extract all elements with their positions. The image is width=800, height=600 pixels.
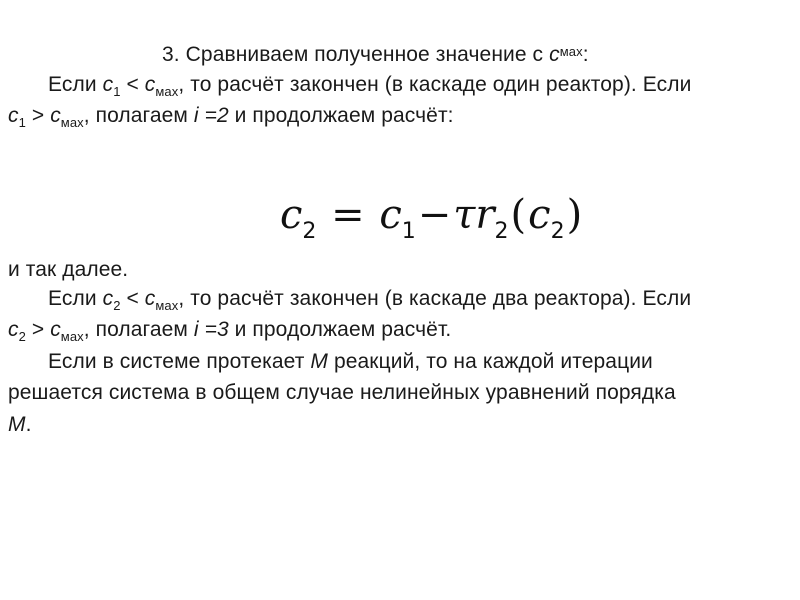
var-index: 1 [18,115,26,130]
formula-tau: τ [453,192,476,238]
var-c: c [102,73,114,96]
formula-sub-r: 2 [494,219,509,244]
and-so-on: и так далее. [8,258,129,281]
text-if: Если [48,73,103,96]
var-c-max-index: мах [559,44,583,59]
var-c-max-index: мах [60,329,84,344]
var-c: c [50,318,61,341]
heading-colon: : [582,43,589,66]
step-3-heading [162,43,589,69]
formula-minus: − [417,192,452,238]
greater-than-sign: > [25,104,51,127]
formula-c-arg: c [528,192,551,238]
text-set: , полагаем [83,104,194,127]
var-m: M [8,413,26,436]
var-i-assignment: i =3 [193,318,229,341]
text-set: , полагаем [83,318,194,341]
var-c: c [8,318,19,341]
var-c: c [50,104,61,127]
condition-line-2a [48,287,691,313]
system-line-1 [48,350,653,374]
var-c: c [102,287,114,310]
var-index: 2 [18,329,26,344]
formula-rparen: ) [566,192,583,238]
period: . [25,413,32,436]
iteration-formula [280,188,583,244]
formula-sub-arg: 2 [550,219,565,244]
less-than-sign: < [120,287,145,310]
text-if: Если [48,287,103,310]
text-continue: и продолжаем расчёт: [228,104,454,127]
condition-line-1b [8,104,454,130]
var-c-max-index: мах [155,84,179,99]
greater-than-sign: > [25,318,51,341]
formula-c-rhs: c [379,192,402,238]
condition-line-1a [48,73,691,99]
text-calc-finished: , то расчёт закончен (в каскаде один реактор). Если [178,73,692,96]
text-continue: и продолжаем расчёт. [228,318,452,341]
text-system: Если в системе протекает [48,350,311,373]
var-c: c [144,287,156,310]
formula-r: r [475,192,495,238]
var-i-assignment: i =2 [193,104,229,127]
formula-equals: = [331,192,365,238]
heading-text: 3. Сравниваем полученное значение с [162,43,550,66]
condition-line-2b [8,318,451,344]
var-m: M [310,350,329,373]
var-index: 1 [113,84,121,99]
less-than-sign: < [120,73,145,96]
var-c-max-index: мах [60,115,84,130]
var-c: c [144,73,156,96]
formula-sub-rhs: 1 [401,219,416,244]
system-line-3 [8,413,32,437]
system-line-2: решается система в общем случае нелинейных уравнений порядка [8,381,676,404]
text-calc-finished: , то расчёт закончен (в каскаде два реактора). Если [178,287,692,310]
formula-sub-lhs: 2 [302,219,317,244]
formula-lparen: ( [510,192,527,238]
var-c-max-index: мах [155,298,179,313]
var-c: c [549,43,560,66]
text-each-iteration: реакций, то на каждой итерации [328,350,653,373]
var-c: c [8,104,19,127]
var-index: 2 [113,298,121,313]
formula-c-lhs: c [280,192,303,238]
